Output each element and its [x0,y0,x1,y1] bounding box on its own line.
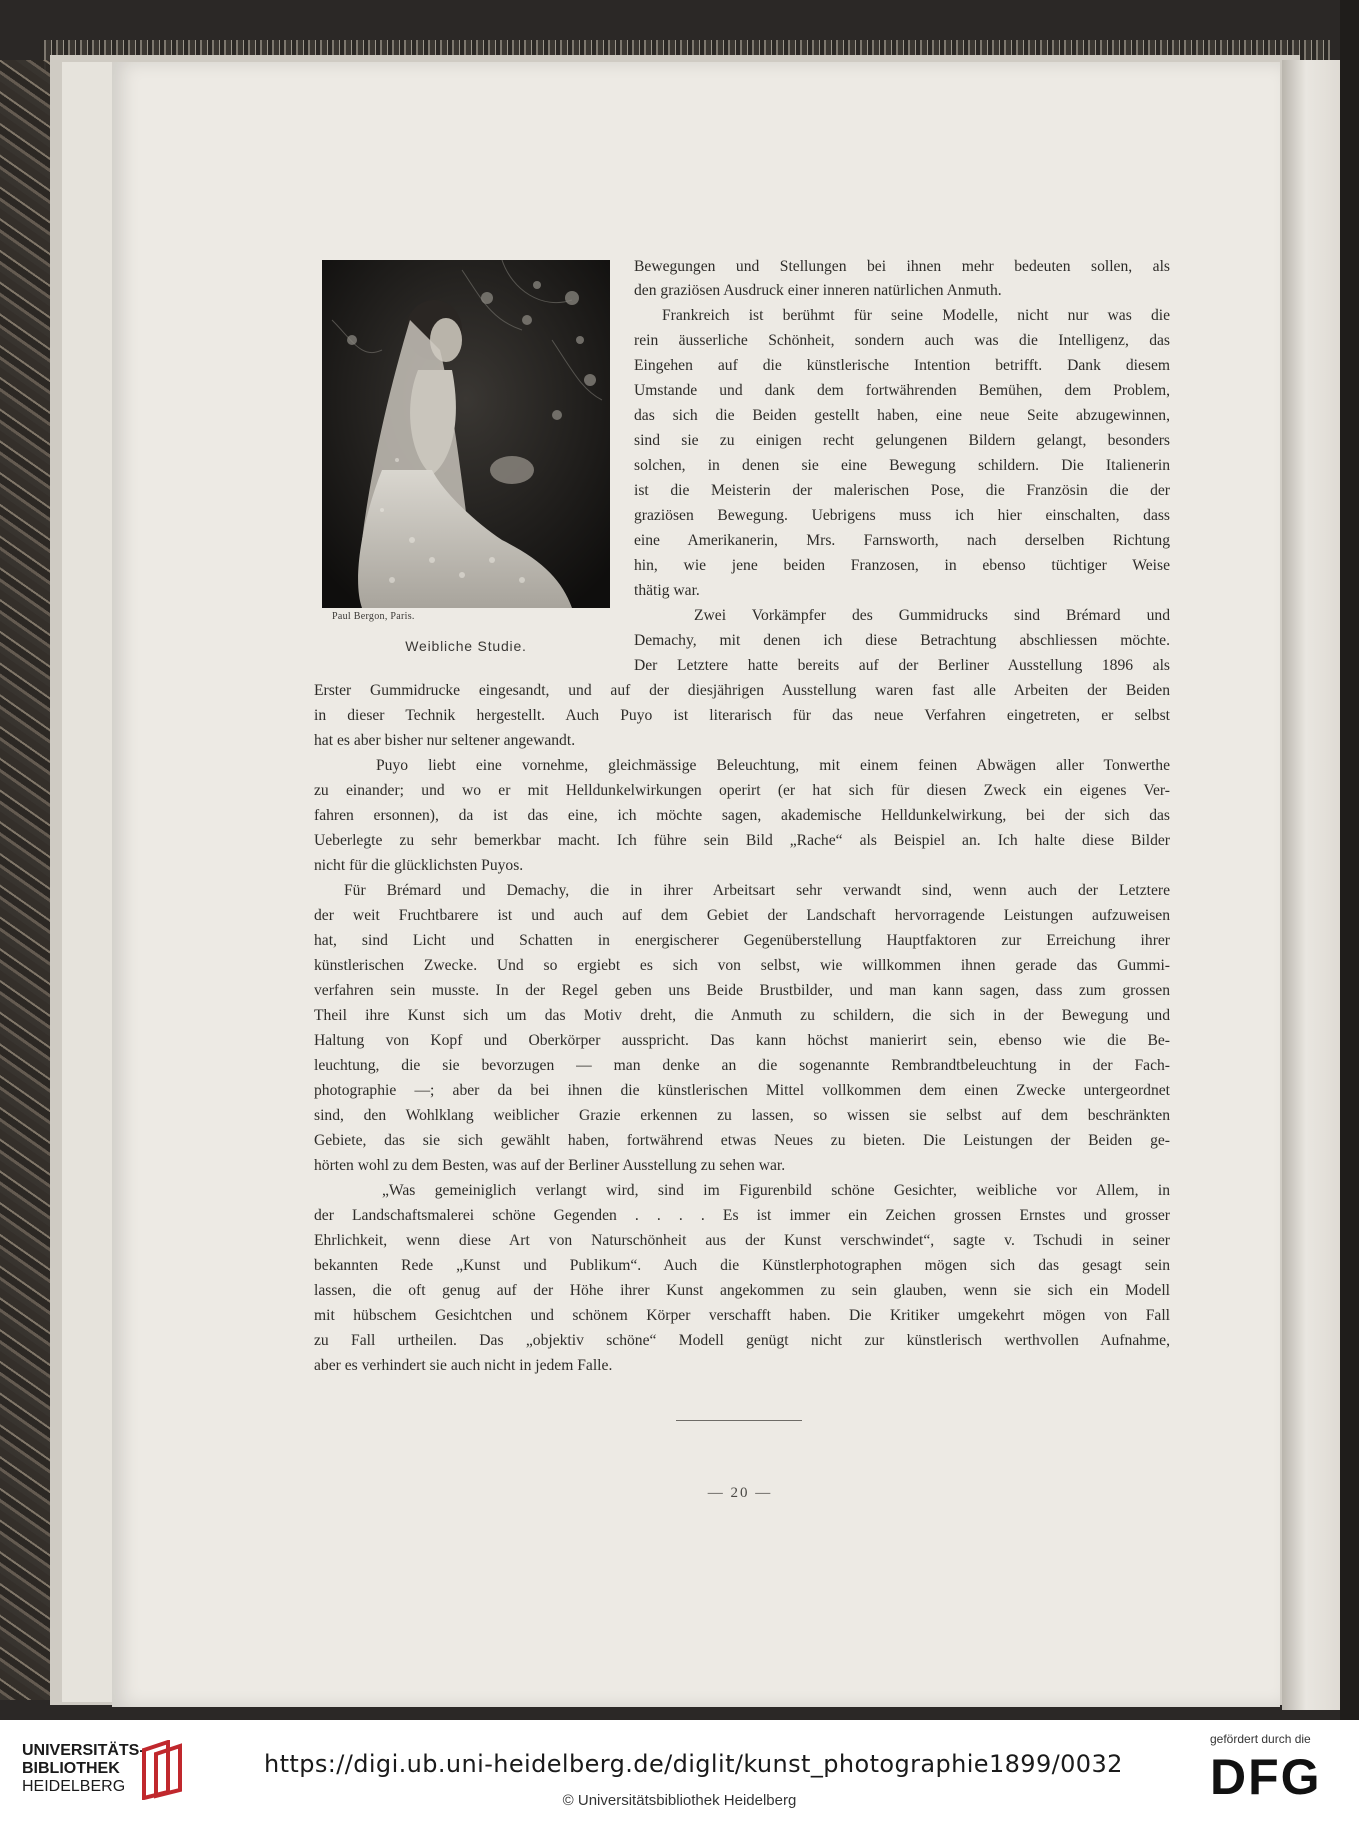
text-line: zu Fall urtheilen. Das „objektiv schöne“ Modell genügt nicht zur künstlerisch werthvollen Aufnahme, [314,1332,1170,1349]
text-line: Ueberlegte zu sehr bemerkbar macht. Ich führe sein Bild „Rache“ als Beispiel an. Ich halte diese Bilder [314,832,1170,849]
funding-label: gefördert durch die [1210,1732,1311,1746]
text-line: hat, sind Licht und Schatten in energischerer Gegenüberstellung Hauptfaktoren zur Erreichung ihrer [314,932,1170,949]
copyright-notice: © Universitätsbibliothek Heidelberg [562,1792,797,1809]
text-line: fahren ersonnen), da ist das eine, ich möchte sagen, akademische Helldunkelwirkung, bei der sich das [314,807,1170,824]
marbled-binding [0,60,52,1700]
text-line: verfahren sein musste. In der Regel geben uns Beide Brustbilder, und man kann sagen, dass zum grossen [314,982,1170,999]
photo-image [322,260,610,608]
page-number: — 20 — [707,1485,773,1501]
text-line: Eingehen auf die künstlerische Intention betrifft. Dank diesem [634,357,1170,374]
text-line: bekannten Rede „Kunst und Publikum“. Auch die Künstlerphotographen mögen sich das gesagt sein [314,1257,1170,1274]
photograph-weibliche-studie [322,260,610,608]
dfg-logo[interactable]: DFG [1210,1749,1322,1805]
text-line: zu einander; und wo er mit Helldunkelwirkungen operirt (er hat sich für diesen Zweck ein eigenes Ver- [314,782,1170,799]
text-line: solchen, in denen sie eine Bewegung schildern. Die Italienerin [634,457,1170,474]
text-line: Bewegungen und Stellungen bei ihnen mehr bedeuten sollen, als [634,258,1170,275]
text-line: eine Amerikanerin, Mrs. Farnsworth, nach derselben Richtung [634,532,1170,549]
text-line: lassen, die oft genug auf der Höhe ihrer Kunst angekommen zu sein glauben, wenn sie sich ein Modell [314,1282,1170,1299]
text-line: Erster Gummidrucke eingesandt, und auf der diesjährigen Ausstellung waren fast alle Arbeiten der Beiden [314,682,1170,699]
text-line: Puyo liebt eine vornehme, gleichmässige Beleuchtung, mit einem feinen Abwägen aller Tonwerthe [376,757,1170,774]
text-line: hat es aber bisher nur seltener angewandt. [314,732,576,749]
text-line: graziösen Bewegung. Uebrigens muss ich hier einschalten, dass [634,507,1170,524]
text-line: Gebiete, das sie sich gewählt haben, fortwährend etwas Neues zu bieten. Die Leistungen der Beiden ge- [314,1132,1170,1149]
text-line: photographie —; aber da bei ihnen die künstlerischen Mittel vollkommen dem einen Zwecke untergeordnet [314,1082,1170,1099]
photo-caption: Weibliche Studie. [405,638,527,654]
text-line: mit hübschem Gesichtchen und schönem Körper verschafft haben. Die Kritiker umgekehrt mögen von Fall [314,1307,1170,1324]
library-name-line: UNIVERSITÄTS- [22,1742,145,1759]
library-name-line: BIBLIOTHEK [22,1760,120,1777]
text-line: „Was gemeiniglich verlangt wird, sind im Figurenbild schöne Gesichter, weibliche vor Allem, in [382,1182,1170,1199]
library-name[interactable] [22,1742,145,1796]
viewer-footer [0,1720,1359,1823]
text-line: der weit Fruchtbarere ist und auch auf dem Gebiet der Landschaft hervorragende Leistungen aufzuweisen [314,907,1170,924]
document-url-link[interactable]: https://digi.ub.uni-heidelberg.de/diglit/kunst_photographie1899/0032 [264,1750,1123,1778]
photo-credit: Paul Bergon, Paris. [332,611,415,622]
text-line: Ehrlichkeit, wenn diese Art von Naturschönheit aus der Kunst verschwindet“, sagte v. Tschudi in seiner [314,1232,1170,1249]
text-line: Haltung von Kopf und Oberkörper ausspricht. Das kann höchst manierirt sein, ebenso wie die Be- [314,1032,1170,1049]
text-line: den graziösen Ausdruck einer inneren natürlichen Anmuth. [634,282,1002,299]
text-line: leuchtung, die sie bevorzugen — man denke an die sogenannte Rembrandtbeleuchtung in der Fach- [314,1057,1170,1074]
text-line: künstlerischen Zwecke. Und so ergiebt es sich von selbst, wie willkommen ihnen gerade das Gummi- [314,957,1170,974]
text-line: Theil ihre Kunst sich um das Motiv dreht, die Anmuth zu schildern, die sich in der Bewegung und [314,1007,1170,1024]
text-line: thätig war. [634,582,700,599]
text-line: Zwei Vorkämpfer des Gummidrucks sind Brémard und [694,607,1170,624]
text-line: sind sie zu einigen recht gelungenen Bildern gelangt, besonders [634,432,1170,449]
text-line: aber es verhindert sie auch nicht in jedem Falle. [314,1357,613,1374]
section-rule [676,1420,802,1421]
text-line: Der Letztere hatte bereits auf der Berliner Ausstellung 1896 als [634,657,1170,674]
scan-edge [1340,0,1359,1720]
text-line: Umstande und dank dem fortwährenden Bemühen, dem Problem, [634,382,1170,399]
text-line: hörten wohl zu dem Besten, was auf der Berliner Ausstellung zu sehen war. [314,1157,786,1174]
text-line: das sich die Beiden gestellt haben, eine neue Seite abzugewinnen, [634,407,1170,424]
text-line: rein äusserliche Schönheit, sondern auch was die Intelligenz, das [634,332,1170,349]
text-line: sind, den Wohlklang weiblicher Grazie erkennen zu lassen, so wissen sie selbst auf dem beschränkten [314,1107,1170,1124]
text-line: in dieser Technik hergestellt. Auch Puyo ist literarisch für das neue Verfahren eingetreten, er selbst [314,707,1170,724]
library-name-line: HEIDELBERG [22,1778,126,1795]
facing-page-edge [1282,60,1342,1710]
text-line: hin, wie jene beiden Franzosen, in ebenso tüchtiger Weise [634,557,1170,574]
text-line: ist die Meisterin der malerischen Pose, die Französin die der [634,482,1170,499]
text-line: Frankreich ist berühmt für seine Modelle, nicht nur was die [662,307,1170,324]
text-line: Für Brémard und Demachy, die in ihrer Arbeitsart sehr verwandt sind, wenn auch der Letztere [344,882,1170,899]
text-line: Demachy, mit denen ich diese Betrachtung abschliessen möchte. [634,632,1170,649]
text-line: nicht für die glücklichsten Puyos. [314,857,524,874]
text-line: der Landschaftsmalerei schöne Gegenden . . . . Es ist immer ein Zeichen grossen Ernstes und grosser [314,1207,1170,1224]
